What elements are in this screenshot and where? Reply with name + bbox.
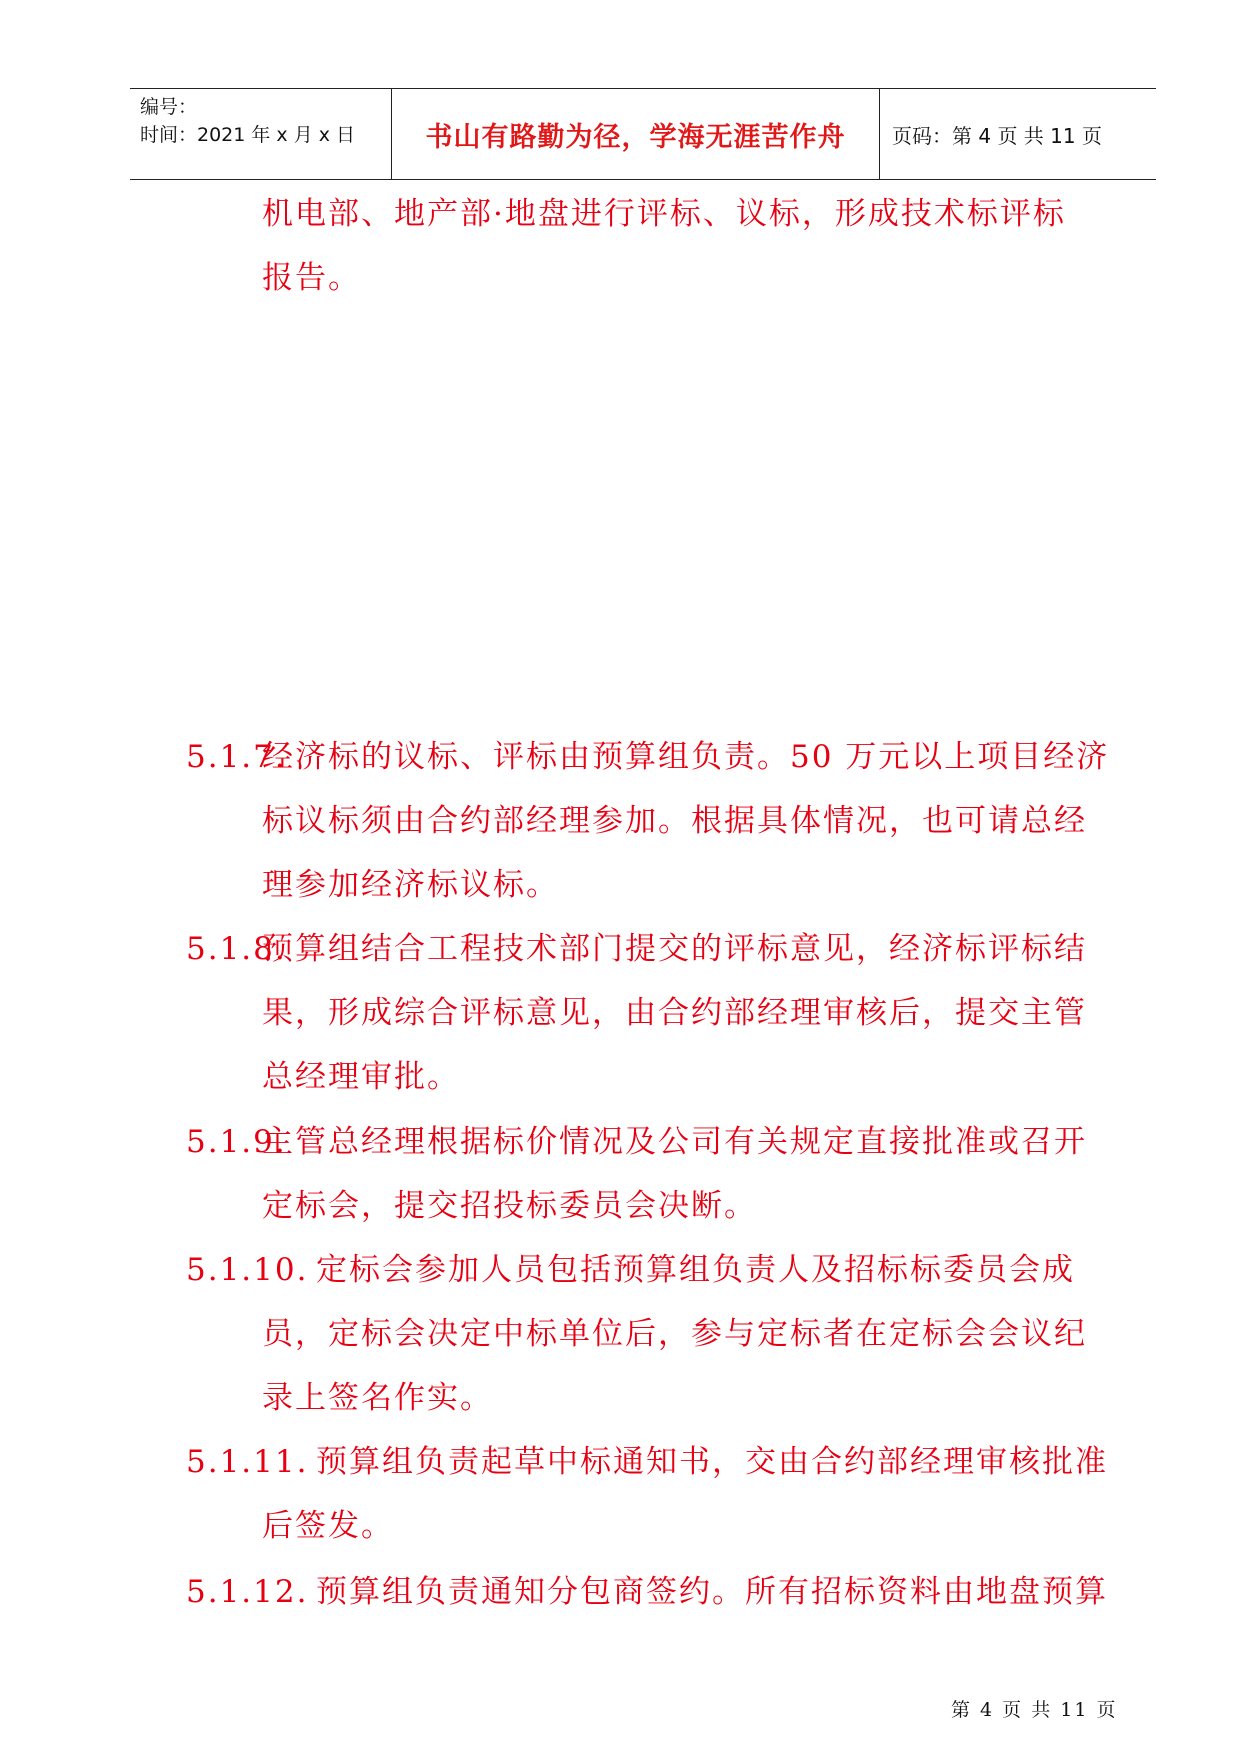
section-line: 员，定标会决定中标单位后，参与定标者在定标会会议纪: [262, 1316, 1087, 1352]
section-number: 5.1.10.: [186, 1252, 309, 1288]
section-line: 定标会，提交招投标委员会决断。: [262, 1188, 757, 1224]
section-number: 5.1.9.: [186, 1124, 287, 1160]
section-5-1-10: [186, 1238, 1106, 1430]
header-motto: 书山有路勤为径，学海无涯苦作舟: [392, 89, 880, 179]
page-footer: 第 4 页 共 11 页: [951, 1699, 1118, 1721]
header-info-cell: [130, 89, 392, 179]
date-label: 时间：2021 年 x 月 x 日: [140, 124, 356, 146]
section-5-1-12: [186, 1560, 1106, 1624]
section-5-1-11: [186, 1430, 1106, 1558]
section-line: 主管总经理根据标价情况及公司有关规定直接批准或召开: [262, 1124, 1087, 1160]
section-line: 预算组负责起草中标通知书，交由合约部经理审核批准: [316, 1444, 1108, 1480]
section-5-1-9: [186, 1110, 1106, 1238]
section-line: 果，形成综合评标意见，由合约部经理审核后，提交主管: [262, 995, 1087, 1031]
header-page-number: 页码：第 4 页 共 11 页: [892, 123, 1102, 148]
page-header: [130, 88, 1156, 180]
section-line: 定标会参加人员包括预算组负责人及招标标委员会成: [316, 1252, 1075, 1288]
section-number: 5.1.8.: [186, 931, 287, 967]
section-line: 预算组结合工程技术部门提交的评标意见，经济标评标结: [262, 931, 1087, 967]
section-number: 5.1.7.: [186, 739, 287, 775]
section-5-1-7: [186, 725, 1110, 917]
section-line: 后签发。: [262, 1508, 394, 1544]
section-line: 经济标的议标、评标由预算组负责。50 万元以上项目经济: [262, 739, 1110, 775]
doc-number-label: 编号：: [140, 96, 198, 118]
section-line: 录上签名作实。: [262, 1380, 493, 1416]
intro-line: 报告。: [262, 260, 361, 296]
section-5-1-8: [186, 917, 1106, 1109]
section-line: 预算组负责通知分包商签约。所有招标资料由地盘预算: [316, 1574, 1108, 1610]
section-line: 总经理审批。: [262, 1059, 460, 1095]
section-number: 5.1.11.: [186, 1444, 309, 1480]
intro-paragraph: [262, 182, 1066, 310]
section-number: 5.1.12.: [186, 1574, 309, 1610]
section-line: 标议标须由合约部经理参加。根据具体情况，也可请总经: [262, 803, 1087, 839]
intro-line: 机电部、地产部·地盘进行评标、议标，形成技术标评标: [262, 196, 1066, 232]
section-line: 理参加经济标议标。: [262, 867, 559, 903]
